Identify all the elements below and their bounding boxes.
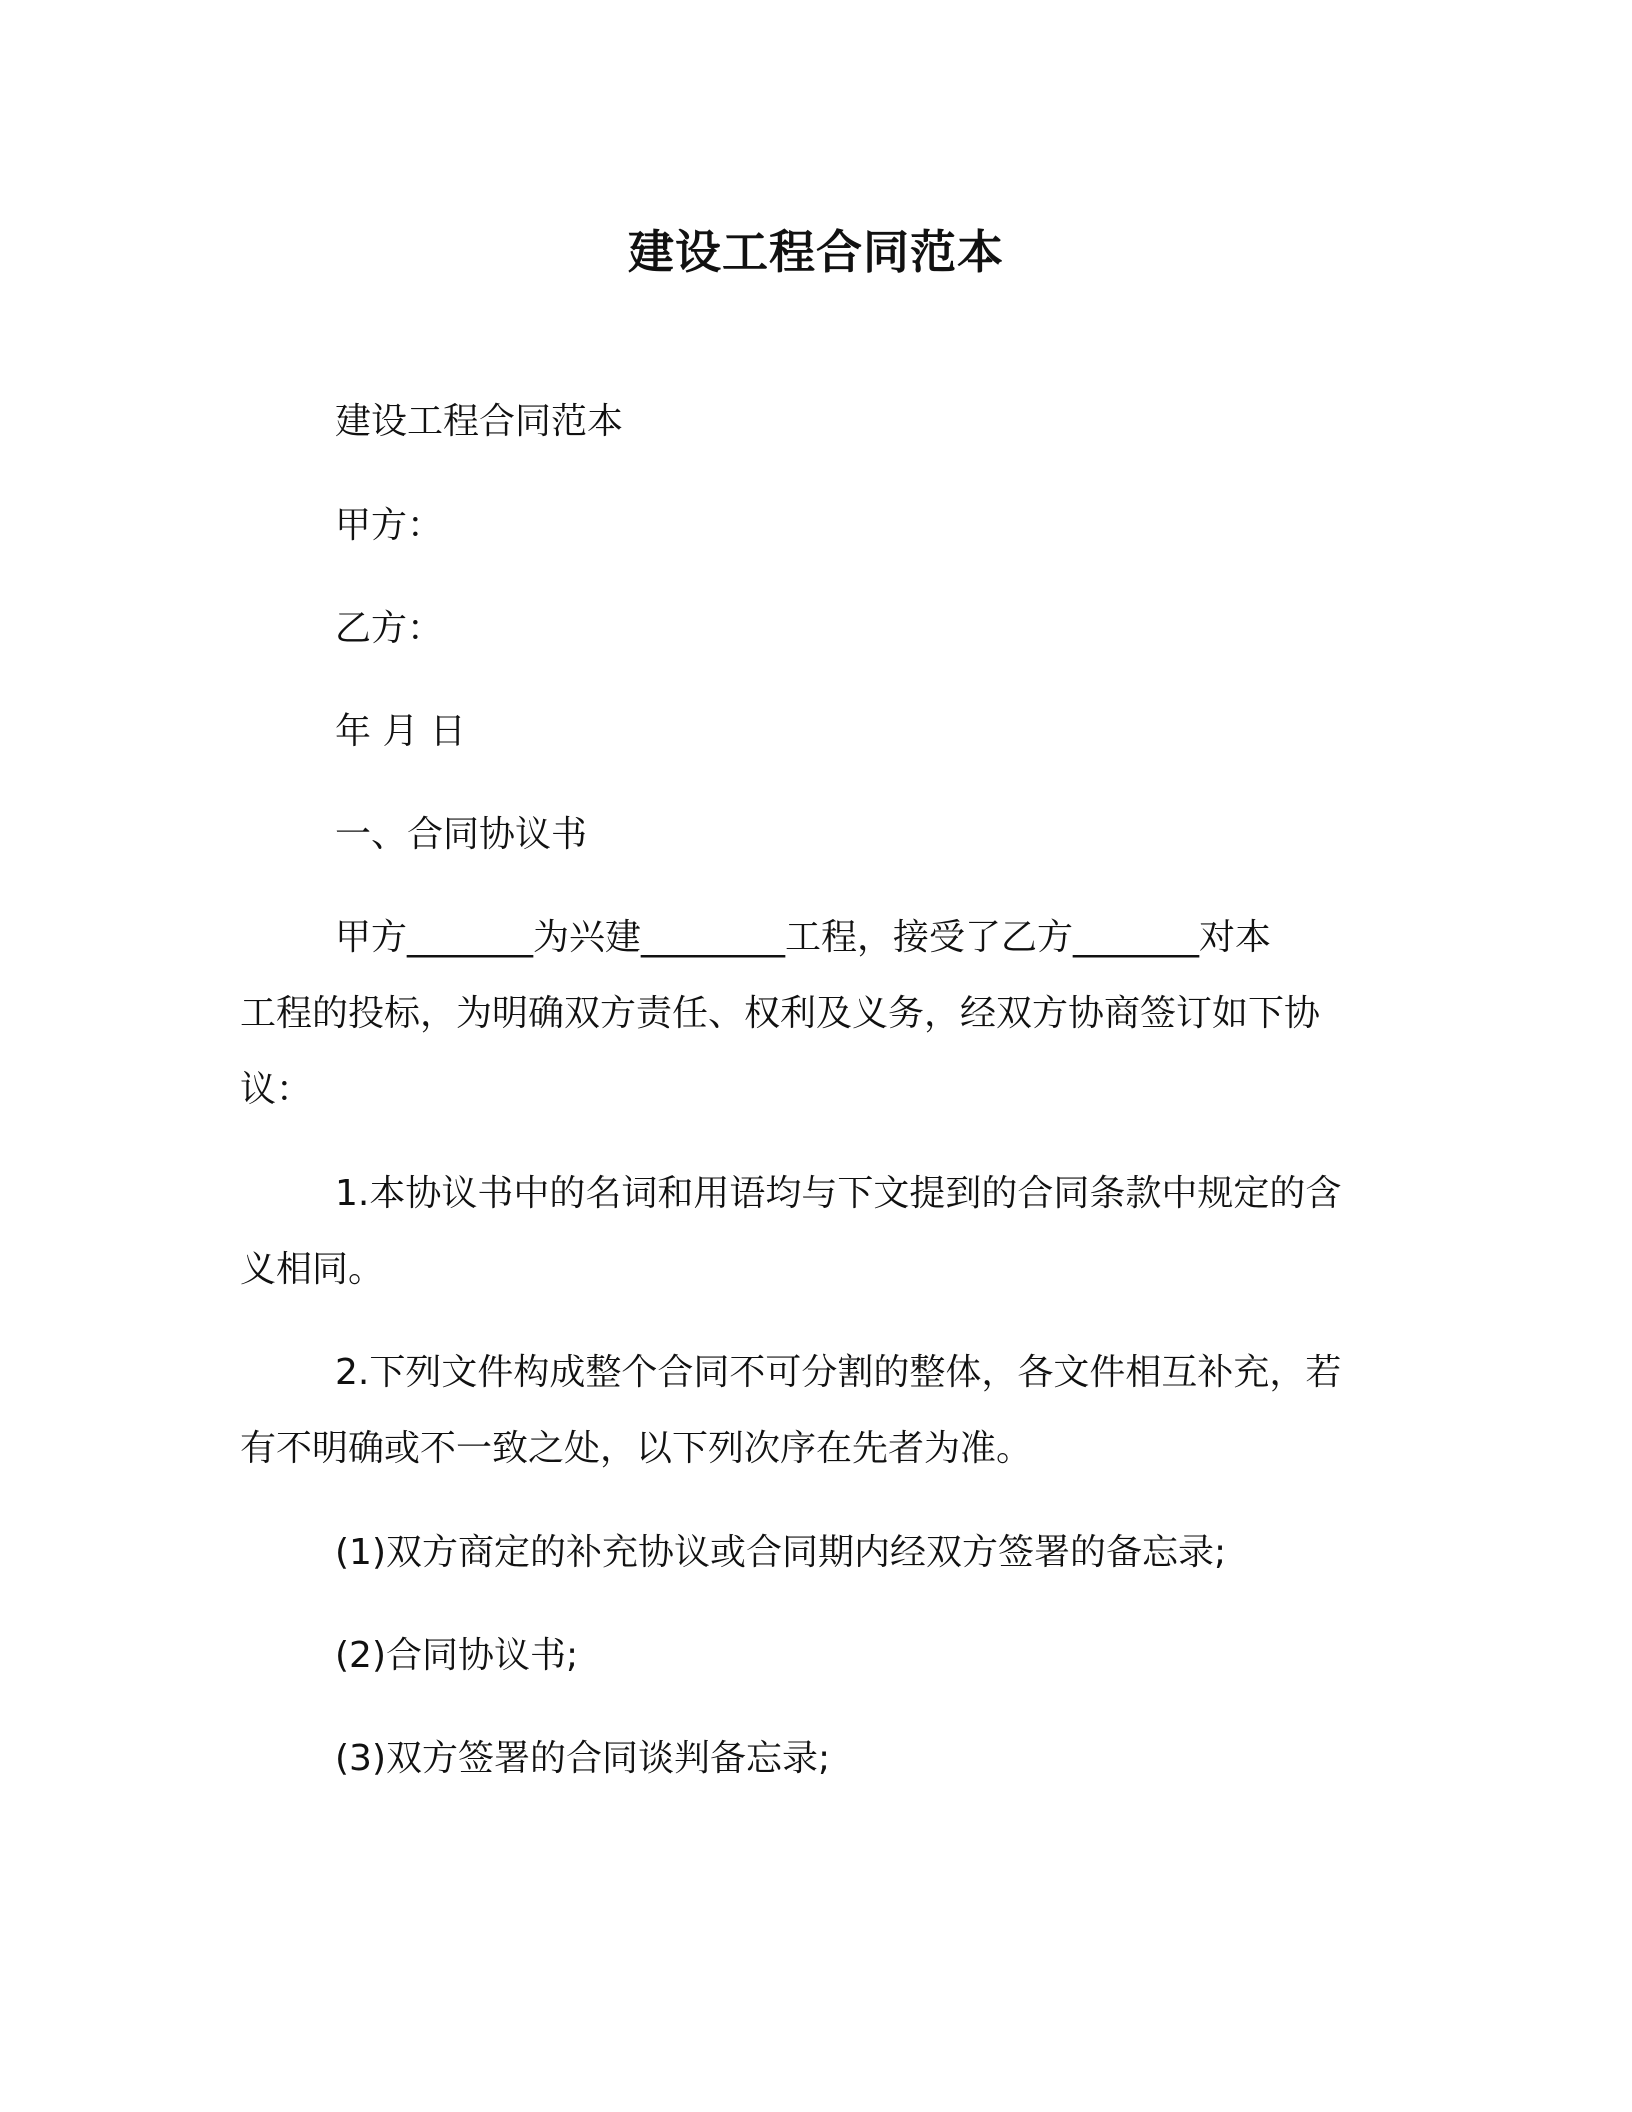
item-1-line-1: 1.本协议书中的名词和用语均与下文提到的合同条款中规定的含 [335, 1173, 1342, 1214]
sub-item-2: (2)合同协议书; [335, 1635, 579, 1676]
item-2-line-1: 2.下列文件构成整个合同不可分割的整体，各文件相互补充，若 [335, 1352, 1342, 1393]
section-heading: 一、合同协议书 [335, 814, 588, 855]
item-1-line-2: 义相同。 [240, 1249, 385, 1290]
party-a-line: 甲方： [335, 505, 444, 546]
item-2-line-2: 有不明确或不一致之处，以下列次序在先者为准。 [240, 1428, 1033, 1469]
paragraph-1-line-3: 议： [240, 1069, 313, 1110]
sub-item-1: (1)双方商定的补充协议或合同期内经双方签署的备忘录; [335, 1532, 1227, 1573]
sub-item-3: (3)双方签署的合同谈判备忘录; [335, 1738, 831, 1779]
paragraph-1-line-1: 甲方_______为兴建________工程，接受了乙方_______对本 [335, 917, 1272, 958]
document-subtitle: 建设工程合同范本 [335, 401, 624, 442]
party-b-line: 乙方： [335, 608, 444, 649]
document-title: 建设工程合同范本 [628, 225, 1004, 279]
paragraph-1-line-2: 工程的投标，为明确双方责任、权利及义务，经双方协商签订如下协 [240, 993, 1321, 1034]
date-line: 年 月 日 [335, 711, 466, 752]
